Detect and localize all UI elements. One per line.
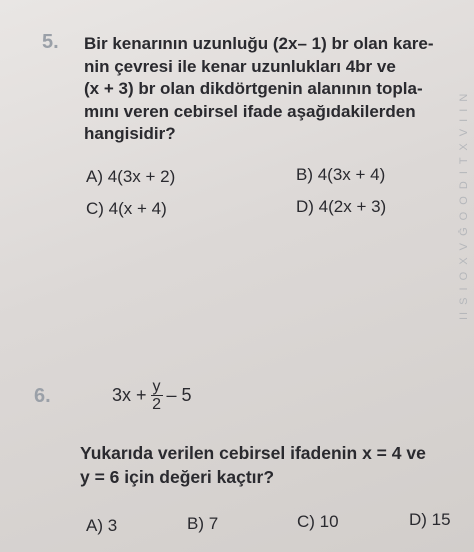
fraction-numerator: y [152,378,161,395]
question-6-line-1: Yukarıda verilen cebirsel ifadenin x = 4 ve [80,443,426,463]
question-5-stem [84,33,448,146]
fraction-denominator: 2 [152,396,161,413]
question-6-line-2: y = 6 için değeri kaçtır? [80,467,275,487]
question-5-line-3: (x + 3) br olan dikdörtgenin alanının topla- [84,79,423,98]
q5-option-c[interactable]: C) 4(x + 4) [86,199,167,218]
fraction [151,378,163,413]
expression-right: – 5 [166,385,192,405]
q6-option-c[interactable]: C) 10 [297,512,339,531]
q6-option-d[interactable]: D) 15 [409,510,451,529]
question-5-line-1: Bir kenarının uzunluğu (2x– 1) br olan kare- [84,34,434,53]
question-6-number: 6. [34,385,51,407]
q5-option-d[interactable]: D) 4(2x + 3) [296,197,387,216]
q6-option-b[interactable]: B) 7 [187,514,219,533]
question-5-number: 5. [42,31,59,53]
question-5-line-5: hangisidir? [84,124,176,143]
page-edge-text: II S I O X V Ğ O O D I T X V I I N [458,91,470,320]
expression-left: 3x + [112,385,147,405]
algebraic-expression [112,378,192,413]
question-5-line-2: nin çevresi ile kenar uzunlukları 4br ve [84,56,396,76]
q5-option-b[interactable]: B) 4(3x + 4) [296,165,386,184]
question-6-stem [80,441,460,489]
q5-option-a[interactable]: A) 4(3x + 2) [86,167,176,186]
question-5-line-4: mını veren cebirsel ifade aşağıdakilerden [84,101,416,121]
q6-option-a[interactable]: A) 3 [86,516,118,535]
